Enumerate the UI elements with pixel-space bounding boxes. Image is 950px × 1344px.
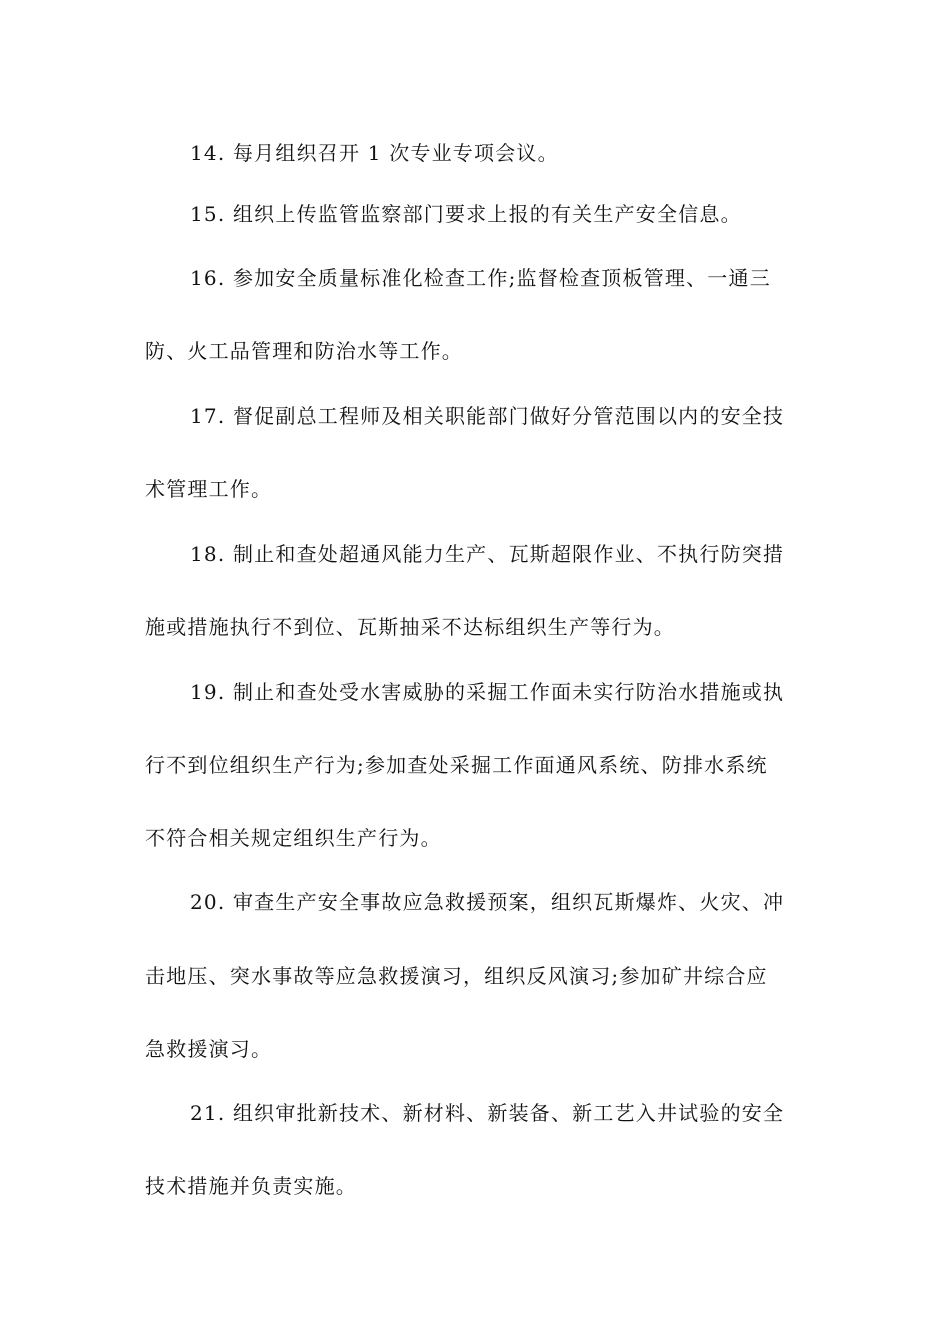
item-16-line-1: 16. 参加安全质量标准化检查工作;监督检查顶板管理、一通三 bbox=[190, 266, 771, 290]
item-18-line-2: 施或措施执行不到位、瓦斯抽采不达标组织生产等行为。 bbox=[145, 615, 675, 639]
item-20-line-1: 20. 审查生产安全事故应急救援预案，组织瓦斯爆炸、火灾、冲 bbox=[190, 890, 785, 914]
item-16-line-2: 防、火工品管理和防治水等工作。 bbox=[145, 339, 463, 363]
item-20-line-2: 击地压、突水事故等应急救援演习，组织反风演习;参加矿井综合应 bbox=[145, 964, 768, 988]
item-17-line-1: 17. 督促副总工程师及相关职能部门做好分管范围以内的安全技 bbox=[190, 404, 785, 428]
item-20-line-3: 急救援演习。 bbox=[145, 1037, 273, 1061]
item-19-line-2: 行不到位组织生产行为;参加查处采掘工作面通风系统、防排水系统 bbox=[145, 753, 768, 777]
item-21-line-2: 技术措施并负责实施。 bbox=[145, 1174, 357, 1198]
item-19-line-1: 19. 制止和查处受水害威胁的采掘工作面未实行防治水措施或执 bbox=[190, 680, 785, 704]
item-18-line-1: 18. 制止和查处超通风能力生产、瓦斯超限作业、不执行防突措 bbox=[190, 542, 785, 566]
item-21-line-1: 21. 组织审批新技术、新材料、新装备、新工艺入井试验的安全 bbox=[190, 1101, 785, 1125]
item-17-line-2: 术管理工作。 bbox=[145, 477, 273, 501]
item-14-line-1: 14. 每月组织召开 1 次专业专项会议。 bbox=[190, 141, 559, 165]
item-19-line-3: 不符合相关规定组织生产行为。 bbox=[145, 826, 442, 850]
item-15-line-1: 15. 组织上传监管监察部门要求上报的有关生产安全信息。 bbox=[190, 202, 742, 226]
